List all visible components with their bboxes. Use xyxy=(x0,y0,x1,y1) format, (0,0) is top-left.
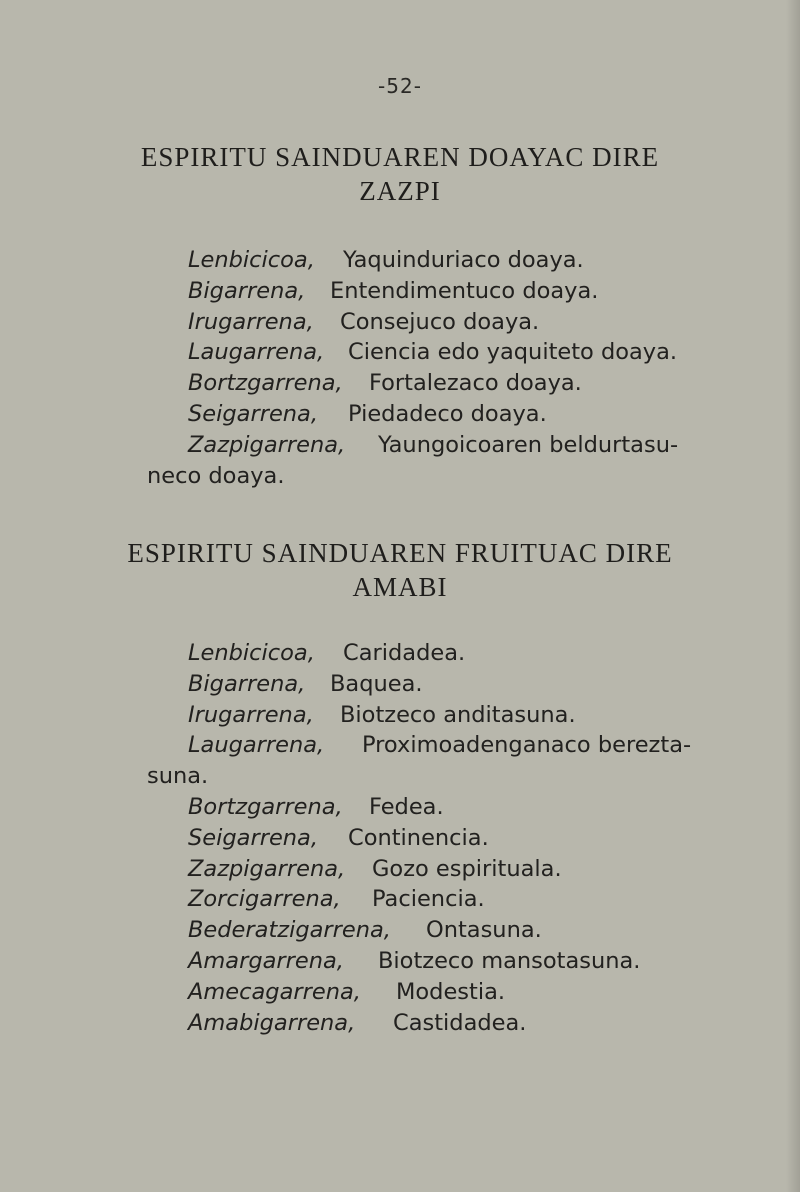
gifts-list xyxy=(0,245,800,491)
list-item xyxy=(0,730,800,792)
list-item xyxy=(0,638,800,669)
item-text-continuation: neco doaya. xyxy=(147,462,285,489)
item-text: Piedadeco doaya. xyxy=(348,400,547,427)
list-item xyxy=(0,399,800,430)
list-item xyxy=(0,307,800,338)
list-item xyxy=(0,276,800,307)
item-text: Yaquinduriaco doaya. xyxy=(343,247,584,273)
list-item xyxy=(0,854,800,885)
ordinal-label: Zazpigarrena, xyxy=(188,431,346,458)
ordinal-label: Amecagarrena, xyxy=(188,978,361,1005)
ordinal-label: Lenbicicoa, xyxy=(188,640,315,666)
list-item xyxy=(0,700,800,731)
ordinal-label: Zazpigarrena, xyxy=(188,855,346,882)
item-text: Ciencia edo yaquiteto doaya. xyxy=(348,339,678,366)
ordinal-label: Bigarrena, xyxy=(188,670,306,697)
item-text: Proximoadenganaco berezta- xyxy=(362,732,692,759)
ordinal-label: Bederatzigarrena, xyxy=(188,917,391,944)
list-item xyxy=(0,337,800,368)
list-item xyxy=(0,792,800,823)
ordinal-label: Bigarrena, xyxy=(188,277,306,304)
item-text: Caridadea. xyxy=(343,640,466,666)
section-heading-fruits xyxy=(120,536,680,604)
item-text: Ontasuna. xyxy=(426,917,542,944)
item-text: Entendimentuco doaya. xyxy=(330,277,599,304)
item-text: Castidadea. xyxy=(393,1009,527,1036)
ordinal-label: Zorcigarrena, xyxy=(188,886,341,913)
ordinal-label: Laugarrena, xyxy=(188,732,325,759)
section-heading-line: ZAZPI xyxy=(359,176,441,206)
list-item xyxy=(0,430,800,492)
ordinal-label: Seigarrena, xyxy=(188,400,318,427)
list-item xyxy=(0,946,800,977)
fruits-list xyxy=(0,638,800,1038)
item-text: Biotzeco anditasuna. xyxy=(340,701,576,728)
item-text: Paciencia. xyxy=(372,886,485,913)
ordinal-label: Bortzgarrena, xyxy=(188,370,343,397)
section-heading-gifts xyxy=(120,140,680,208)
list-item xyxy=(0,245,800,276)
section-heading-line: ESPIRITU SAINDUAREN FRUITUAC DIRE xyxy=(127,538,673,568)
page-number: -52- xyxy=(378,74,422,98)
list-item xyxy=(0,884,800,915)
list-item xyxy=(0,977,800,1008)
list-item xyxy=(0,669,800,700)
section-heading-line: AMABI xyxy=(352,572,448,602)
item-text: Gozo espirituala. xyxy=(372,855,562,882)
item-text: Baquea. xyxy=(330,670,423,697)
ordinal-label: Amargarrena, xyxy=(188,947,344,974)
ordinal-label: Laugarrena, xyxy=(188,339,325,366)
ordinal-label: Seigarrena, xyxy=(188,824,318,851)
list-item xyxy=(0,823,800,854)
item-text: Biotzeco mansotasuna. xyxy=(378,947,641,974)
item-text-continuation: suna. xyxy=(147,763,209,790)
ordinal-label: Bortzgarrena, xyxy=(188,793,343,820)
item-text: Fedea. xyxy=(369,793,444,820)
item-text: Yaungoicoaren beldurtasu- xyxy=(378,431,679,458)
ordinal-label: Amabigarrena, xyxy=(188,1009,356,1036)
item-text: Fortalezaco doaya. xyxy=(369,370,582,397)
item-text: Modestia. xyxy=(396,978,506,1005)
list-item xyxy=(0,1008,800,1039)
ordinal-label: Lenbicicoa, xyxy=(188,247,315,273)
item-text: Consejuco doaya. xyxy=(340,308,540,335)
ordinal-label: Irugarrena, xyxy=(188,701,314,728)
ordinal-label: Irugarrena, xyxy=(188,308,314,335)
item-text: Continencia. xyxy=(348,824,489,851)
list-item xyxy=(0,915,800,946)
section-heading-line: ESPIRITU SAINDUAREN DOAYAC DIRE xyxy=(140,142,660,172)
list-item xyxy=(0,368,800,399)
